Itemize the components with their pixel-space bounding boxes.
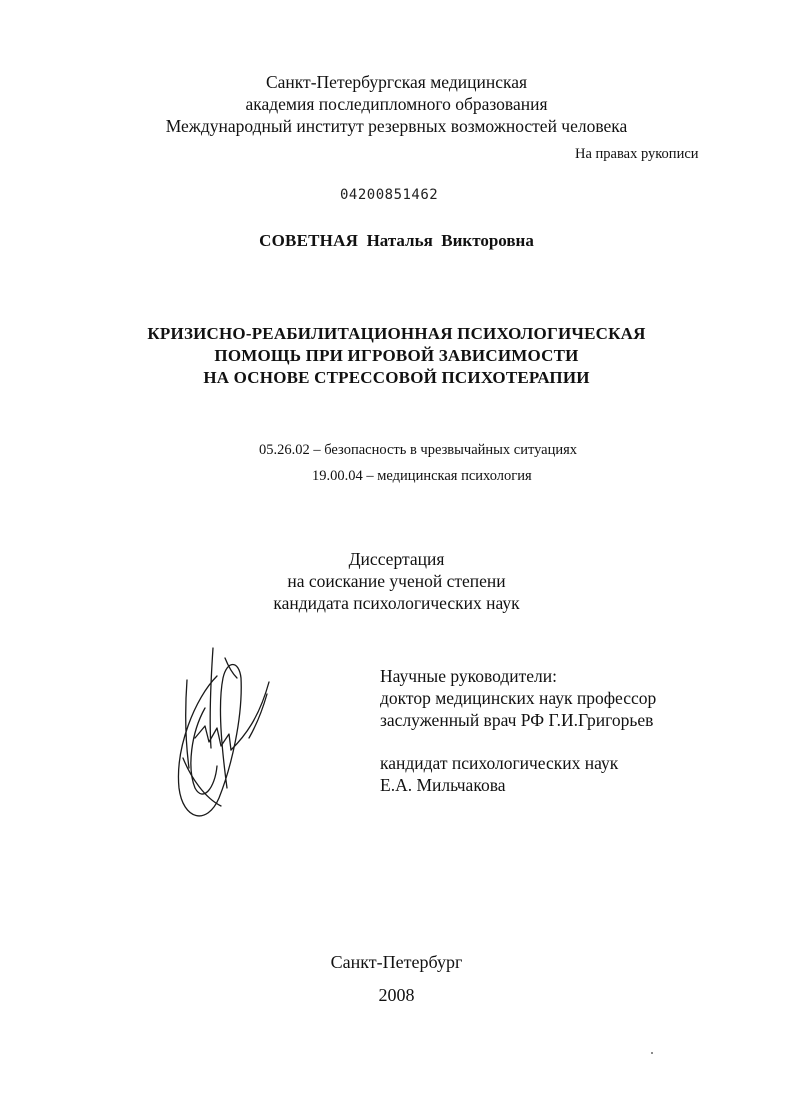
title-line-2: ПОМОЩЬ ПРИ ИГРОВОЙ ЗАВИСИМОСТИ	[214, 346, 579, 365]
dissertation-line-1: Диссертация	[348, 549, 445, 569]
institution-line-3: Международный институт резервных возможностей человека	[165, 116, 628, 136]
handwritten-signature	[165, 638, 280, 828]
supervisor-2-line-2: Е.А. Мильчакова	[380, 775, 506, 795]
title-line-3: НА ОСНОВЕ СТРЕССОВОЙ ПСИХОТЕРАПИИ	[203, 368, 590, 387]
author-surname: СОВЕТНАЯ	[259, 231, 359, 250]
dissertation-line-2: на соискание ученой степени	[287, 571, 506, 591]
scan-speck	[651, 1052, 653, 1054]
specialty-2: 19.00.04 – медицинская психология	[312, 468, 532, 484]
supervisor-2-line-1: кандидат психологических наук	[380, 753, 619, 773]
supervisor-1-line-2: заслуженный врач РФ Г.И.Григорьев	[380, 710, 654, 730]
supervisors-heading: Научные руководители:	[380, 666, 557, 686]
footer-city: Санкт-Петербург	[330, 952, 463, 972]
stamp-number: 04200851462	[340, 187, 439, 203]
specialty-1: 05.26.02 – безопасность в чрезвычайных ситуациях	[259, 442, 578, 458]
author-given-names: Наталья Викторовна	[366, 231, 534, 250]
institution-line-1: Санкт-Петербургская медицинская	[265, 72, 528, 92]
footer-year: 2008	[378, 985, 415, 1005]
dissertation-line-3: кандидата психологических наук	[273, 593, 520, 613]
institution-line-2: академия последипломного образования	[245, 94, 548, 114]
rights-note: На правах рукописи	[575, 146, 699, 162]
supervisor-1-line-1: доктор медицинских наук профессор	[380, 688, 657, 708]
title-line-1: КРИЗИСНО-РЕАБИЛИТАЦИОННАЯ ПСИХОЛОГИЧЕСКАЯ	[147, 324, 646, 343]
author-name	[0, 231, 793, 251]
